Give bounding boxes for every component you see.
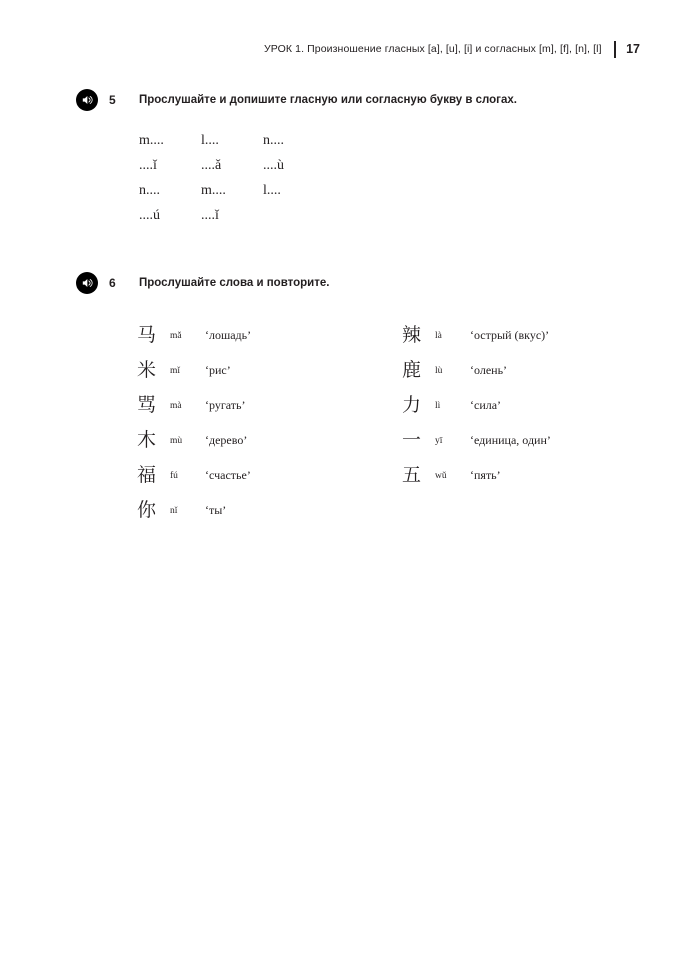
vocabulary-entry [137,423,251,458]
pinyin: mù [170,435,183,446]
syllable-row [139,158,325,183]
translation: ‘сила’ [470,398,502,412]
exercise-instruction: Прослушайте слова и повторите. [139,277,330,289]
running-head-title: УРОК 1. Произношение гласных [a], [u], [i] и согласных [m], [f], [n], [l] [263,43,602,55]
translation: ‘счастье’ [205,468,251,482]
exercise-number: 6 [109,276,116,290]
syllable-cell[interactable]: l.... [201,133,219,148]
hanzi: 骂 [137,394,157,416]
exercise-6-heading [76,271,329,295]
vocabulary-column-right [402,318,551,493]
translation: ‘дерево’ [205,433,248,447]
pinyin: yī [435,435,443,446]
translation: ‘ты’ [205,503,227,517]
vocabulary-column-left [137,318,251,528]
hanzi: 一 [402,429,422,451]
pinyin: lì [435,400,441,411]
translation: ‘единица, один’ [470,433,551,447]
hanzi: 木 [137,429,157,451]
vocabulary-entry [402,458,551,493]
vocabulary-entry [402,423,551,458]
syllable-row [139,208,325,233]
vocabulary-entry [402,388,551,423]
pinyin: là [435,330,442,341]
vocabulary-entry [137,353,251,388]
vocabulary-entry [402,318,551,353]
hanzi: 米 [137,359,157,381]
hanzi: 福 [137,464,157,486]
vocabulary-entry [402,353,551,388]
pinyin: nǐ [170,505,178,516]
syllable-row [139,183,325,208]
syllable-exercise-grid [139,133,325,233]
hanzi: 马 [137,324,157,346]
header-divider [614,41,617,58]
syllable-cell[interactable]: ....ú [139,208,160,223]
speaker-icon[interactable] [76,272,98,294]
pinyin: mǎ [170,330,182,341]
pinyin: mǐ [170,365,181,376]
syllable-cell[interactable]: ....ù [263,158,284,173]
vocabulary-entry [137,388,251,423]
hanzi: 辣 [402,324,422,346]
vocabulary-entry [137,458,251,493]
hanzi: 五 [402,464,422,486]
syllable-cell[interactable]: m.... [201,183,226,198]
hanzi: 鹿 [402,359,422,381]
page-header [0,38,684,60]
translation: ‘острый (вкус)’ [470,328,550,342]
pinyin: mà [170,400,182,411]
exercise-number: 5 [109,93,116,107]
pinyin: fú [170,470,178,481]
syllable-cell[interactable]: l.... [263,183,281,198]
speaker-icon[interactable] [76,89,98,111]
vocabulary-entry [137,318,251,353]
translation: ‘рис’ [205,363,231,377]
syllable-cell[interactable]: ....ǐ [201,208,219,223]
syllable-cell[interactable]: m.... [139,133,164,148]
hanzi: 力 [402,394,422,416]
translation: ‘ругать’ [205,398,246,412]
syllable-cell[interactable]: n.... [263,133,284,148]
syllable-cell[interactable]: ....ǐ [139,158,157,173]
translation: ‘олень’ [470,363,508,377]
syllable-row [139,133,325,158]
translation: ‘лошадь’ [205,328,252,342]
vocabulary-entry [137,493,251,528]
exercise-instruction: Прослушайте и допишите гласную или согласную букву в слогах. [139,94,517,106]
exercise-6 [76,271,329,295]
pinyin: lù [435,365,443,376]
pinyin: wǔ [435,470,447,481]
translation: ‘пять’ [470,468,501,482]
hanzi: 你 [137,499,157,521]
exercise-5 [76,88,517,112]
exercise-5-heading [76,88,517,112]
page-number: 17 [626,42,640,56]
syllable-cell[interactable]: n.... [139,183,160,198]
syllable-cell[interactable]: ....ǎ [201,158,222,173]
